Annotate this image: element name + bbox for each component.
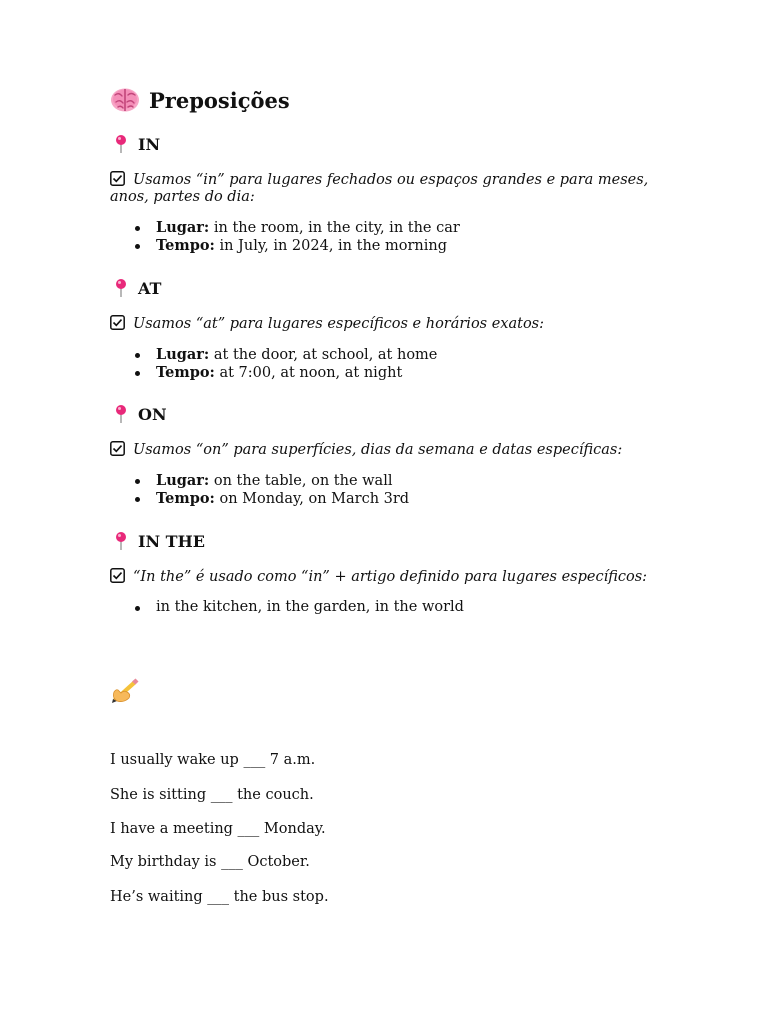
item-label: Tempo: <box>156 237 215 254</box>
item-text: on the table, on the wall <box>209 473 393 489</box>
section-description <box>110 568 670 586</box>
section-heading <box>110 277 670 299</box>
list-item <box>156 237 670 255</box>
brain-emoji-icon <box>110 86 140 114</box>
pushpin-icon <box>110 133 132 155</box>
checked-box-icon <box>110 171 125 186</box>
list-item <box>156 364 670 382</box>
item-label: Tempo: <box>156 490 215 507</box>
list-item <box>156 346 670 364</box>
section-heading-text: IN THE <box>138 531 205 551</box>
section-heading-text: AT <box>138 278 162 298</box>
item-label: Lugar: <box>156 346 210 363</box>
section-description <box>110 171 670 206</box>
page-title <box>110 86 290 114</box>
exercise-sentence: She is sitting ___ the couch. <box>110 787 314 803</box>
section-heading-text: ON <box>138 404 167 424</box>
section-heading-text: IN <box>138 134 161 154</box>
example-list <box>110 346 670 382</box>
item-text: in the room, in the city, in the car <box>209 220 460 236</box>
list-item <box>156 599 670 616</box>
checked-box-icon <box>110 441 125 456</box>
list-item <box>156 219 670 237</box>
section-description <box>110 315 670 333</box>
example-list <box>110 219 670 255</box>
section-heading <box>110 403 670 425</box>
checked-box-icon <box>110 315 125 330</box>
pushpin-icon <box>110 277 132 299</box>
section-description-text: Usamos “in” para lugares fechados ou espaços grandes e para meses, anos, partes do dia: <box>110 172 649 205</box>
pushpin-icon <box>110 403 132 425</box>
item-text: in the kitchen, in the garden, in the world <box>156 599 464 615</box>
item-label: Lugar: <box>156 472 210 489</box>
example-list <box>110 599 670 616</box>
exercise-sentence: He’s waiting ___ the bus stop. <box>110 889 329 905</box>
exercise-sentence: My birthday is ___ October. <box>110 854 310 870</box>
item-label: Lugar: <box>156 219 210 236</box>
exercise-sentence: I have a meeting ___ Monday. <box>110 821 326 837</box>
section-in <box>110 133 670 255</box>
list-item <box>156 490 670 508</box>
section-at <box>110 277 670 382</box>
writing-hand-icon <box>110 676 140 704</box>
list-item <box>156 472 670 490</box>
item-text: at the door, at school, at home <box>209 347 438 363</box>
item-text: on Monday, on March 3rd <box>214 491 410 507</box>
item-text: at 7:00, at noon, at night <box>214 365 403 381</box>
section-heading <box>110 530 670 552</box>
section-description <box>110 441 670 459</box>
section-description-text: Usamos “at” para lugares específicos e horários exatos: <box>133 316 545 332</box>
section-description-text: Usamos “on” para superfícies, dias da semana e datas específicas: <box>133 442 623 458</box>
section-on <box>110 403 670 508</box>
page-title-text: Preposições <box>149 87 290 113</box>
section-heading <box>110 133 670 155</box>
example-list <box>110 472 670 508</box>
checked-box-icon <box>110 568 125 583</box>
pushpin-icon <box>110 530 132 552</box>
section-in-the <box>110 530 670 616</box>
exercise-sentence: I usually wake up ___ 7 a.m. <box>110 752 316 768</box>
section-description-text: “In the” é usado como “in” + artigo definido para lugares específicos: <box>133 569 648 585</box>
item-label: Tempo: <box>156 364 215 381</box>
item-text: in July, in 2024, in the morning <box>214 238 447 254</box>
